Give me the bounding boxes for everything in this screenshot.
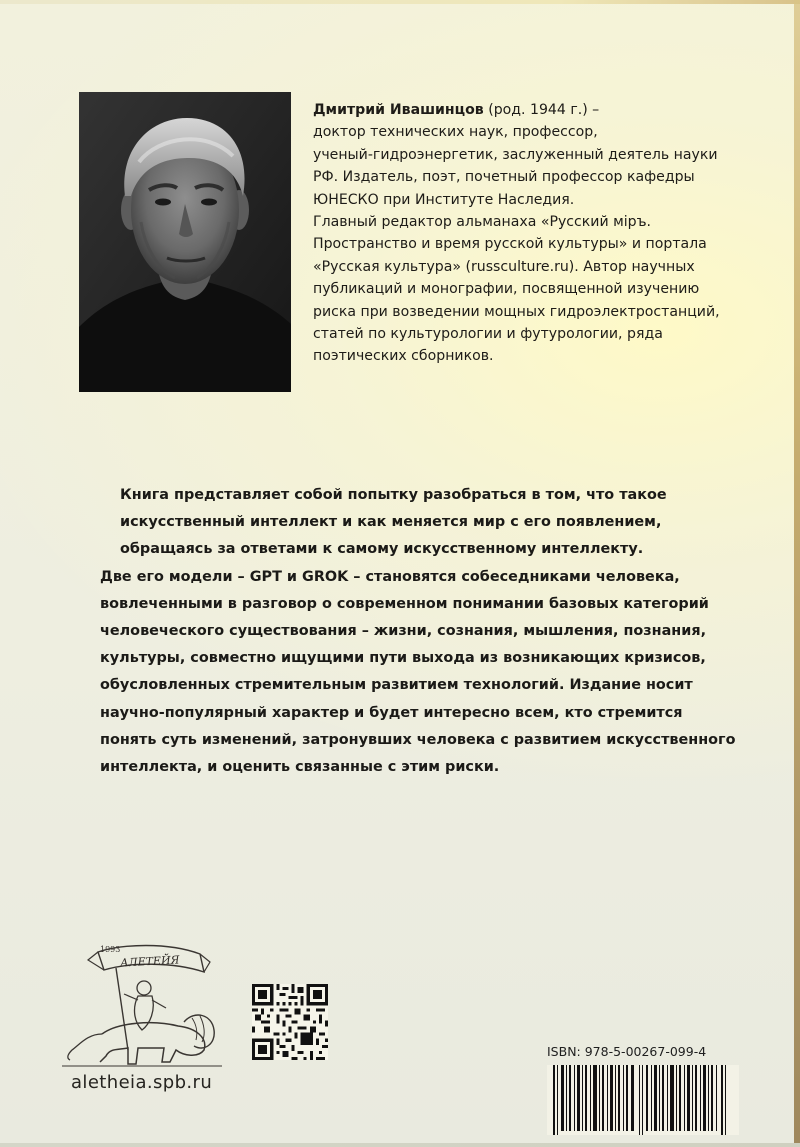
bio-line: ЮНЕСКО при Институте Наследия.	[313, 191, 575, 208]
bio-line	[313, 99, 753, 121]
logo-year: 1993	[100, 945, 121, 954]
annotation-line: научно-популярный характер и будет интересно всем, кто стремится	[100, 704, 683, 721]
publisher-website-link[interactable]: aletheia.spb.ru	[71, 1072, 213, 1093]
qr-code-icon	[252, 984, 328, 1060]
annotation-line: вовлеченными в разговор о современном понимании базовых категорий	[100, 595, 709, 612]
author-bio	[313, 99, 753, 368]
annotation-line: Книга представляет собой попытку разобраться в том, что такое	[120, 487, 667, 503]
annotation-line: культуры, совместно ищущими пути выхода из возникающих кризисов,	[100, 650, 706, 667]
annotation-line: обращаясь за ответами к самому искусственному интеллекту.	[120, 541, 644, 558]
barcode-icon	[547, 1065, 739, 1135]
annotation-line: Две его модели – GPT и GROK – становятся собеседниками человека,	[100, 568, 680, 585]
publisher-logo	[58, 938, 226, 1073]
aletheia-emblem-icon	[58, 938, 226, 1073]
bio-line: статей по культурологии и футурологии, ряда	[313, 326, 663, 343]
book-annotation	[100, 482, 740, 781]
author-portrait	[79, 92, 291, 392]
logo-name: АЛЕТЕЙЯ	[119, 953, 180, 970]
bio-line: Пространство и время русской культуры» и портала	[313, 236, 707, 253]
isbn-barcode	[547, 1065, 739, 1135]
bio-line: доктор технических наук, профессор,	[313, 124, 598, 141]
annotation-line: человеческого существования – жизни, сознания, мышления, познания,	[100, 623, 707, 640]
cover-top-edge	[0, 0, 800, 4]
bio-line: риска при возведении мощных гидроэлектростанций,	[313, 303, 720, 320]
author-years: (род. 1944 г.) –	[483, 102, 600, 118]
bio-line: РФ. Издатель, поэт, почетный профессор кафедры	[313, 169, 695, 186]
annotation-line: понять суть изменений, затронувших человека с развитием искусственного	[100, 731, 736, 748]
bio-line: публикаций и монографии, посвященной изучению	[313, 281, 700, 298]
bio-line: «Русская культура» (russculture.ru). Автор научных	[313, 258, 695, 275]
author-name: Дмитрий Ивашинцов	[313, 102, 484, 118]
bio-line: ученый-гидроэнергетик, заслуженный деятель науки	[313, 146, 718, 163]
cover-right-edge	[794, 0, 800, 1147]
bio-line: поэтических сборников.	[313, 348, 494, 365]
cover-bottom-edge	[0, 1143, 800, 1147]
bio-line: Главный редактор альманаха «Русский міръ.	[313, 214, 652, 231]
annotation-line: интеллекта, и оценить связанные с этим риски.	[100, 759, 500, 776]
annotation-line: искусственный интеллект и как меняется мир с его появлением,	[120, 514, 662, 531]
isbn-text: ISBN: 978-5-00267-099-4	[547, 1044, 707, 1059]
qr-code	[252, 984, 328, 1060]
annotation-line: обусловленных стремительным развитием технологий. Издание носит	[100, 677, 693, 694]
